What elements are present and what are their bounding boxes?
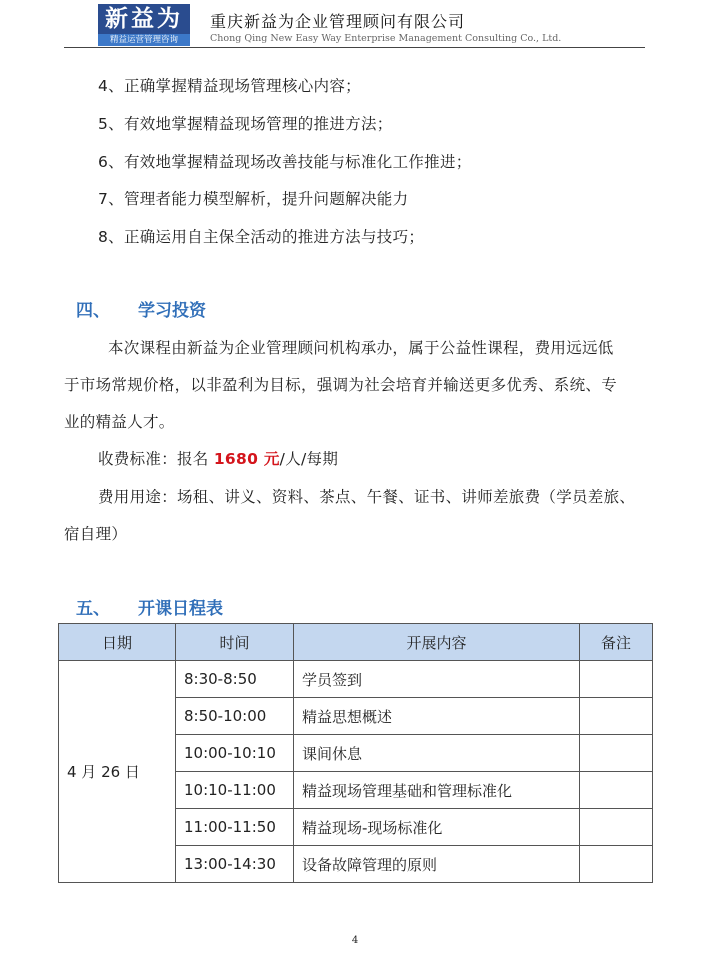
company-name-en: Chong Qing New Easy Way Enterprise Management Consulting Co., Ltd.	[210, 33, 562, 44]
time-cell: 10:10-11:00	[176, 772, 294, 809]
fee-prefix: 收费标准：报名	[98, 450, 214, 468]
section-number: 五、	[76, 599, 110, 619]
content-cell: 学员签到	[294, 661, 580, 698]
logo-tagline: 精益运营管理咨询	[98, 34, 190, 46]
company-name-cn: 重庆新益为企业管理顾问有限公司	[210, 12, 466, 31]
fee-standard	[98, 447, 338, 469]
column-header-note: 备注	[580, 624, 653, 661]
paragraph-line: 业的精益人才。	[64, 413, 175, 431]
page-header	[0, 0, 710, 52]
section-number: 四、	[76, 301, 110, 321]
objective-item: 5、有效地掌握精益现场管理的推进方法；	[98, 115, 393, 133]
section-title: 开课日程表	[138, 599, 223, 619]
objective-item: 4、正确掌握精益现场管理核心内容；	[98, 77, 361, 95]
content-cell: 精益思想概述	[294, 698, 580, 735]
date-cell: 4 月 26 日	[59, 661, 176, 883]
section-heading-investment	[76, 296, 206, 321]
note-cell	[580, 846, 653, 883]
time-cell: 11:00-11:50	[176, 809, 294, 846]
content-cell: 精益现场-现场标准化	[294, 809, 580, 846]
section-heading-schedule	[76, 594, 223, 619]
note-cell	[580, 809, 653, 846]
column-header-content: 开展内容	[294, 624, 580, 661]
page-number: 4	[351, 935, 359, 946]
note-cell	[580, 661, 653, 698]
section-title: 学习投资	[138, 301, 206, 321]
objective-item: 7、管理者能力模型解析，提升问题解决能力	[98, 190, 409, 208]
objective-item: 8、正确运用自主保全活动的推进方法与技巧；	[98, 228, 425, 246]
column-header-date: 日期	[59, 624, 176, 661]
company-logo	[98, 4, 190, 46]
column-header-time: 时间	[176, 624, 294, 661]
time-cell: 8:50-10:00	[176, 698, 294, 735]
table-row	[59, 661, 653, 698]
header-divider	[64, 47, 645, 48]
content-cell: 设备故障管理的原则	[294, 846, 580, 883]
note-cell	[580, 735, 653, 772]
fee-suffix: /人/每期	[279, 450, 339, 468]
time-cell: 13:00-14:30	[176, 846, 294, 883]
paragraph-line: 本次课程由新益为企业管理顾问机构承办，属于公益性课程，费用远远低	[108, 339, 614, 357]
time-cell: 10:00-10:10	[176, 735, 294, 772]
note-cell	[580, 772, 653, 809]
fee-usage-line: 宿自理）	[64, 525, 128, 543]
content-cell: 课间休息	[294, 735, 580, 772]
table-header-row	[59, 624, 653, 661]
objective-item: 6、有效地掌握精益现场改善技能与标准化工作推进；	[98, 153, 472, 171]
logo-wordmark: 新益为	[98, 4, 190, 34]
fee-amount: 1680 元	[213, 450, 280, 468]
schedule-table	[58, 623, 653, 883]
paragraph-line: 于市场常规价格，以非盈利为目标，强调为社会培育并输送更多优秀、系统、专	[64, 376, 618, 394]
time-cell: 8:30-8:50	[176, 661, 294, 698]
content-cell: 精益现场管理基础和管理标准化	[294, 772, 580, 809]
note-cell	[580, 698, 653, 735]
fee-usage-line: 费用用途：场租、讲义、资料、茶点、午餐、证书、讲师差旅费（学员差旅、	[98, 488, 636, 506]
